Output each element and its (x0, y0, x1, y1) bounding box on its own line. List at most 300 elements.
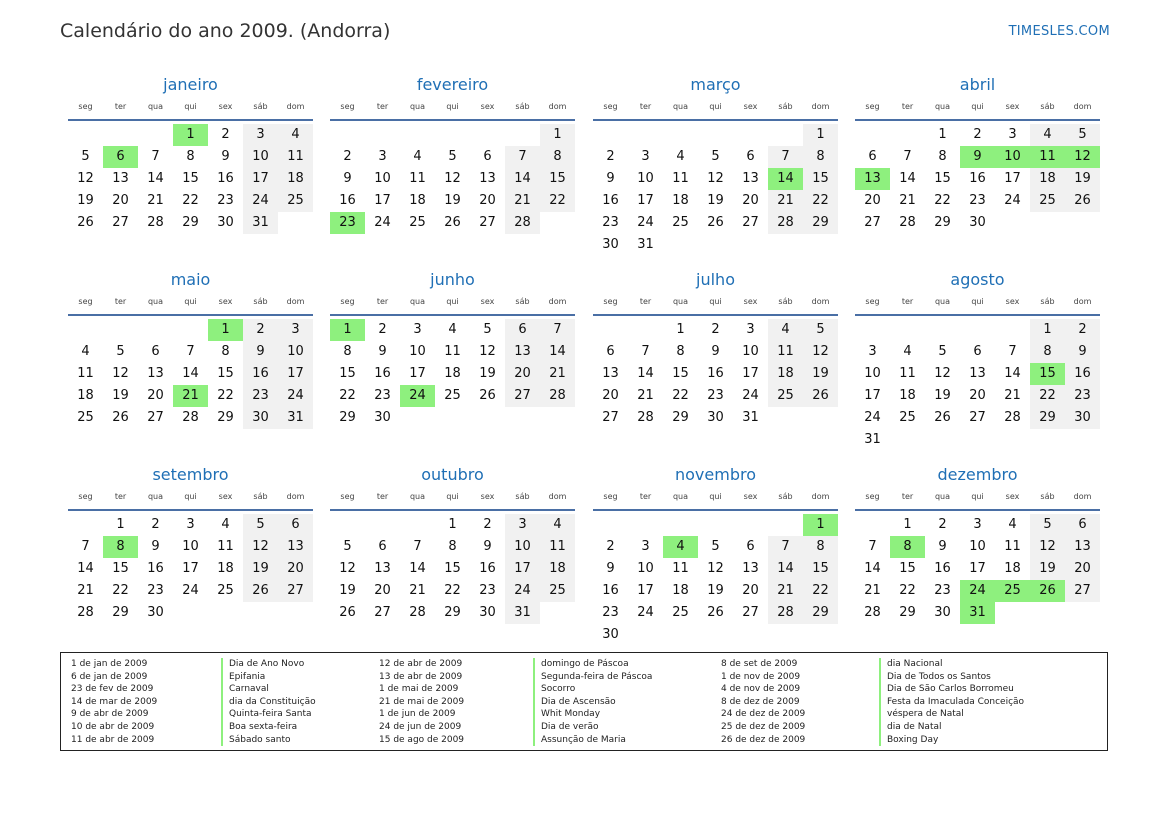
weekday-label: dom (811, 492, 830, 501)
legend-holiday-name: Carnaval (221, 683, 316, 696)
weekday-label: dom (286, 297, 305, 306)
brand-link[interactable]: TIMESLES.COM (1008, 24, 1110, 39)
week-row (593, 190, 838, 212)
month-abril (855, 71, 1100, 234)
day-cell: 17 (505, 558, 540, 580)
empty-cell (593, 319, 628, 341)
weekday-label: seg (78, 297, 93, 306)
day-cell: 23 (330, 212, 365, 234)
day-cell: 5 (803, 319, 838, 341)
day-cell: 12 (479, 344, 496, 359)
day-cell: 15 (803, 558, 838, 580)
day-cell: 10 (995, 146, 1030, 168)
legend-date: 9 de abr de 2009 (71, 709, 149, 720)
empty-cell (663, 234, 698, 256)
day-cell: 8 (1030, 341, 1065, 363)
day-cell: 6 (103, 146, 138, 168)
day-cell: 21 (768, 580, 803, 602)
day-cell: 12 (803, 341, 838, 363)
empty-cell (593, 124, 628, 146)
day-cell: 10 (969, 539, 986, 554)
week-row (855, 429, 1100, 451)
day-cell: 1 (540, 124, 575, 146)
day-cell: 19 (707, 583, 724, 598)
day-cell: 16 (217, 171, 234, 186)
day-cell: 7 (505, 146, 540, 168)
day-cell: 25 (278, 190, 313, 212)
month-maio (68, 266, 313, 429)
day-cell: 6 (746, 149, 755, 164)
legend-date: 10 de abr de 2009 (71, 721, 155, 732)
empty-cell (435, 407, 470, 429)
empty-cell (68, 319, 103, 341)
day-cell: 6 (1065, 514, 1100, 536)
day-cell: 14 (505, 168, 540, 190)
weekday-label: seg (78, 492, 93, 501)
day-cell: 16 (147, 561, 164, 576)
day-cell: 17 (182, 561, 199, 576)
day-cell: 27 (864, 215, 881, 230)
month-divider (68, 509, 313, 511)
day-cell: 22 (182, 193, 199, 208)
day-cell: 13 (147, 366, 164, 381)
day-cell: 13 (855, 168, 890, 190)
empty-cell (698, 234, 733, 256)
week-row (330, 363, 575, 385)
weekday-label: qua (672, 297, 689, 306)
week-row (593, 580, 838, 602)
week-row (68, 146, 313, 168)
day-cell: 31 (243, 212, 278, 234)
weekday-label: sex (743, 102, 758, 111)
week-row (855, 514, 1100, 536)
day-cell: 25 (77, 410, 94, 425)
day-cell: 21 (864, 583, 881, 598)
day-cell: 14 (540, 341, 575, 363)
day-cell: 15 (803, 168, 838, 190)
empty-cell (925, 429, 960, 451)
weekday-label: ter (901, 297, 914, 306)
day-cell: 9 (938, 539, 947, 554)
weekday-header (593, 294, 838, 310)
weekday-header (330, 99, 575, 115)
day-cell: 9 (378, 344, 387, 359)
day-cell: 17 (278, 363, 313, 385)
day-cell: 23 (602, 215, 619, 230)
weekday-header (68, 489, 313, 505)
week-row (855, 146, 1100, 168)
day-cell: 20 (1065, 558, 1100, 580)
day-cell: 28 (768, 602, 803, 624)
weekday-label: qui (971, 492, 984, 501)
day-cell: 18 (278, 168, 313, 190)
day-cell: 14 (182, 366, 199, 381)
day-cell: 30 (147, 605, 164, 620)
empty-cell (1030, 602, 1065, 624)
weekday-label: sáb (253, 297, 268, 306)
day-cell: 14 (637, 366, 654, 381)
day-cell: 23 (602, 605, 619, 620)
weekday-label: ter (376, 492, 389, 501)
day-cell: 12 (339, 561, 356, 576)
week-row (330, 580, 575, 602)
weekday-label: ter (639, 102, 652, 111)
weekday-label: sáb (515, 297, 530, 306)
empty-cell (505, 124, 540, 146)
day-cell: 19 (707, 193, 724, 208)
day-cell: 1 (330, 319, 365, 341)
week-row (68, 514, 313, 536)
empty-cell (995, 212, 1030, 234)
legend-date: 6 de jan de 2009 (71, 671, 148, 682)
empty-cell (995, 602, 1030, 624)
day-cell: 4 (413, 149, 422, 164)
empty-cell (733, 514, 768, 536)
month-outubro (330, 461, 575, 624)
day-cell: 31 (742, 410, 759, 425)
legend-holiday-name: Dia de São Carlos Borromeu (879, 683, 1024, 696)
day-cell: 9 (1065, 341, 1100, 363)
day-cell: 2 (483, 517, 492, 532)
day-cell: 26 (77, 215, 94, 230)
weekday-label: ter (114, 297, 127, 306)
day-cell: 15 (934, 171, 951, 186)
week-row (68, 363, 313, 385)
weekday-label: sáb (1040, 297, 1055, 306)
empty-cell (733, 234, 768, 256)
empty-cell (103, 319, 138, 341)
day-cell: 8 (448, 539, 457, 554)
day-cell: 6 (378, 539, 387, 554)
day-cell: 7 (413, 539, 422, 554)
day-cell: 19 (1030, 558, 1065, 580)
day-cell: 13 (742, 171, 759, 186)
day-cell: 16 (1065, 363, 1100, 385)
day-cell: 1 (676, 322, 685, 337)
day-cell: 21 (173, 385, 208, 407)
day-cell: 15 (112, 561, 129, 576)
weekday-label: sex (1005, 102, 1020, 111)
day-cell: 28 (147, 215, 164, 230)
day-cell: 22 (899, 583, 916, 598)
month-divider (68, 119, 313, 121)
day-cell: 9 (606, 171, 615, 186)
day-cell: 28 (637, 410, 654, 425)
day-cell: 27 (505, 385, 540, 407)
day-cell: 27 (1065, 580, 1100, 602)
day-cell: 7 (641, 344, 650, 359)
day-cell: 15 (1030, 363, 1065, 385)
month-divider (330, 314, 575, 316)
day-cell: 5 (711, 149, 720, 164)
legend-date: 25 de dez de 2009 (721, 721, 806, 732)
week-row (68, 385, 313, 407)
day-cell: 1 (938, 127, 947, 142)
weekday-label: qui (184, 492, 197, 501)
week-row (68, 580, 313, 602)
weekday-label: dom (286, 492, 305, 501)
legend-holiday-name: Boxing Day (879, 734, 1024, 747)
day-cell: 8 (676, 344, 685, 359)
empty-cell (960, 429, 995, 451)
day-cell: 1 (448, 517, 457, 532)
day-cell: 25 (409, 215, 426, 230)
day-cell: 7 (768, 536, 803, 558)
day-cell: 28 (864, 605, 881, 620)
empty-cell (855, 319, 890, 341)
legend-date: 14 de mar de 2009 (71, 696, 158, 707)
week-row (593, 558, 838, 580)
day-cell: 7 (151, 149, 160, 164)
day-cell: 29 (803, 212, 838, 234)
day-cell: 6 (973, 344, 982, 359)
weekday-label: qui (184, 297, 197, 306)
empty-cell (698, 124, 733, 146)
day-cell: 13 (112, 171, 129, 186)
month-title: maio (170, 270, 211, 289)
legend-holiday-name: Dia de verão (533, 721, 652, 734)
day-cell: 7 (186, 344, 195, 359)
legend-names-col-1 (221, 658, 316, 746)
day-cell: 8 (540, 146, 575, 168)
day-cell: 2 (973, 127, 982, 142)
day-cell: 10 (742, 344, 759, 359)
day-cell: 2 (1065, 319, 1100, 341)
day-cell: 6 (606, 344, 615, 359)
day-cell: 22 (217, 388, 234, 403)
weekday-header (68, 294, 313, 310)
month-março (593, 71, 838, 256)
day-cell: 12 (77, 171, 94, 186)
legend-holiday-name: Dia de Todos os Santos (879, 671, 1024, 684)
empty-cell (1030, 212, 1065, 234)
week-row (68, 190, 313, 212)
day-cell: 31 (864, 432, 881, 447)
day-cell: 7 (868, 539, 877, 554)
day-cell: 19 (444, 193, 461, 208)
empty-cell (855, 514, 890, 536)
empty-cell (733, 124, 768, 146)
week-row (68, 168, 313, 190)
page-title: Calendário do ano 2009. (Andorra) (60, 20, 391, 42)
day-cell: 4 (1008, 517, 1017, 532)
day-cell: 18 (217, 561, 234, 576)
weekday-label: seg (78, 102, 93, 111)
month-junho (330, 266, 575, 429)
day-cell: 16 (602, 583, 619, 598)
day-cell: 3 (868, 344, 877, 359)
day-cell: 21 (899, 193, 916, 208)
day-cell: 3 (973, 517, 982, 532)
day-cell: 5 (243, 514, 278, 536)
empty-cell (540, 602, 575, 624)
day-cell: 11 (217, 539, 234, 554)
weekday-label: qua (147, 102, 164, 111)
empty-cell (628, 124, 663, 146)
legend-date: 24 de jun de 2009 (379, 721, 462, 732)
day-cell: 2 (606, 539, 615, 554)
weekday-label: qua (934, 492, 951, 501)
day-cell: 25 (540, 580, 575, 602)
day-cell: 22 (803, 190, 838, 212)
empty-cell (505, 407, 540, 429)
legend-date: 8 de set de 2009 (721, 659, 798, 669)
day-cell: 31 (278, 407, 313, 429)
day-cell: 22 (339, 388, 356, 403)
weekday-label: ter (376, 102, 389, 111)
day-cell: 11 (540, 536, 575, 558)
legend-holiday-name: dia de Natal (879, 721, 1024, 734)
empty-cell (593, 514, 628, 536)
weekday-label: qua (672, 102, 689, 111)
day-cell: 21 (637, 388, 654, 403)
day-cell: 20 (147, 388, 164, 403)
legend-holiday-name: Whit Monday (533, 708, 652, 721)
day-cell: 4 (221, 517, 230, 532)
day-cell: 6 (278, 514, 313, 536)
day-cell: 23 (707, 388, 724, 403)
day-cell: 19 (479, 366, 496, 381)
day-cell: 5 (938, 344, 947, 359)
day-cell: 26 (479, 388, 496, 403)
day-cell: 18 (1004, 561, 1021, 576)
day-cell: 3 (378, 149, 387, 164)
empty-cell (768, 234, 803, 256)
day-cell: 21 (1004, 388, 1021, 403)
month-title: abril (959, 75, 996, 94)
day-cell: 28 (77, 605, 94, 620)
weekday-label: sáb (778, 297, 793, 306)
day-cell: 29 (217, 410, 234, 425)
day-cell: 17 (742, 366, 759, 381)
legend-date: 13 de abr de 2009 (379, 671, 463, 682)
day-cell: 18 (540, 558, 575, 580)
day-cell: 4 (768, 319, 803, 341)
week-row (68, 536, 313, 558)
day-cell: 11 (672, 171, 689, 186)
week-row (593, 624, 838, 646)
day-cell: 18 (672, 193, 689, 208)
month-title: setembro (152, 465, 229, 484)
empty-cell (330, 514, 365, 536)
day-cell: 20 (112, 193, 129, 208)
day-cell: 2 (711, 322, 720, 337)
week-row (330, 558, 575, 580)
day-cell: 20 (969, 388, 986, 403)
day-cell: 10 (374, 171, 391, 186)
day-cell: 8 (803, 146, 838, 168)
weekday-header (68, 99, 313, 115)
day-cell: 12 (707, 561, 724, 576)
day-cell: 18 (77, 388, 94, 403)
day-cell: 11 (409, 171, 426, 186)
week-row (330, 146, 575, 168)
day-cell: 4 (663, 536, 698, 558)
day-cell: 22 (803, 580, 838, 602)
day-cell: 26 (934, 410, 951, 425)
day-cell: 17 (637, 583, 654, 598)
legend-holiday-name: Dia de Ano Novo (221, 658, 316, 671)
legend-date: 8 de dez de 2009 (721, 696, 800, 707)
day-cell: 3 (641, 539, 650, 554)
day-cell: 16 (707, 366, 724, 381)
day-cell: 28 (768, 212, 803, 234)
weekday-label: qua (409, 492, 426, 501)
day-cell: 6 (868, 149, 877, 164)
empty-cell (663, 624, 698, 646)
weekday-label: sex (218, 102, 233, 111)
day-cell: 11 (672, 561, 689, 576)
day-cell: 15 (540, 168, 575, 190)
day-cell: 12 (707, 171, 724, 186)
day-cell: 13 (374, 561, 391, 576)
day-cell: 31 (505, 602, 540, 624)
week-row (855, 580, 1100, 602)
weekday-label: seg (603, 492, 618, 501)
week-row (330, 341, 575, 363)
day-cell: 21 (147, 193, 164, 208)
day-cell: 25 (444, 388, 461, 403)
empty-cell (733, 624, 768, 646)
empty-cell (173, 602, 208, 624)
day-cell: 2 (243, 319, 278, 341)
day-cell: 11 (1004, 539, 1021, 554)
day-cell: 11 (278, 146, 313, 168)
day-cell: 1 (803, 514, 838, 536)
weekday-label: sáb (515, 102, 530, 111)
day-cell: 4 (278, 124, 313, 146)
day-cell: 18 (672, 583, 689, 598)
day-cell: 30 (707, 410, 724, 425)
day-cell: 12 (1065, 146, 1100, 168)
day-cell: 21 (409, 583, 426, 598)
day-cell: 26 (707, 605, 724, 620)
day-cell: 22 (540, 190, 575, 212)
day-cell: 18 (444, 366, 461, 381)
day-cell: 23 (374, 388, 391, 403)
day-cell: 8 (343, 344, 352, 359)
day-cell: 14 (768, 168, 803, 190)
weekday-label: qui (446, 492, 459, 501)
day-cell: 29 (444, 605, 461, 620)
day-cell: 22 (934, 193, 951, 208)
week-row (855, 407, 1100, 429)
day-cell: 24 (278, 385, 313, 407)
empty-cell (330, 124, 365, 146)
month-janeiro (68, 71, 313, 234)
weekday-label: dom (548, 492, 567, 501)
day-cell: 22 (112, 583, 129, 598)
day-cell: 29 (112, 605, 129, 620)
weekday-header (855, 294, 1100, 310)
day-cell: 10 (409, 344, 426, 359)
day-cell: 3 (505, 514, 540, 536)
weekday-label: seg (865, 102, 880, 111)
day-cell: 20 (505, 363, 540, 385)
day-cell: 11 (77, 366, 94, 381)
day-cell: 7 (1008, 344, 1017, 359)
day-cell: 13 (278, 536, 313, 558)
empty-cell (628, 319, 663, 341)
weekday-label: ter (114, 102, 127, 111)
empty-cell (540, 407, 575, 429)
weekday-label: sáb (778, 492, 793, 501)
empty-cell (1065, 212, 1100, 234)
legend-date: 15 de ago de 2009 (379, 734, 465, 745)
month-title: dezembro (937, 465, 1018, 484)
day-cell: 8 (103, 536, 138, 558)
day-cell: 8 (221, 344, 230, 359)
